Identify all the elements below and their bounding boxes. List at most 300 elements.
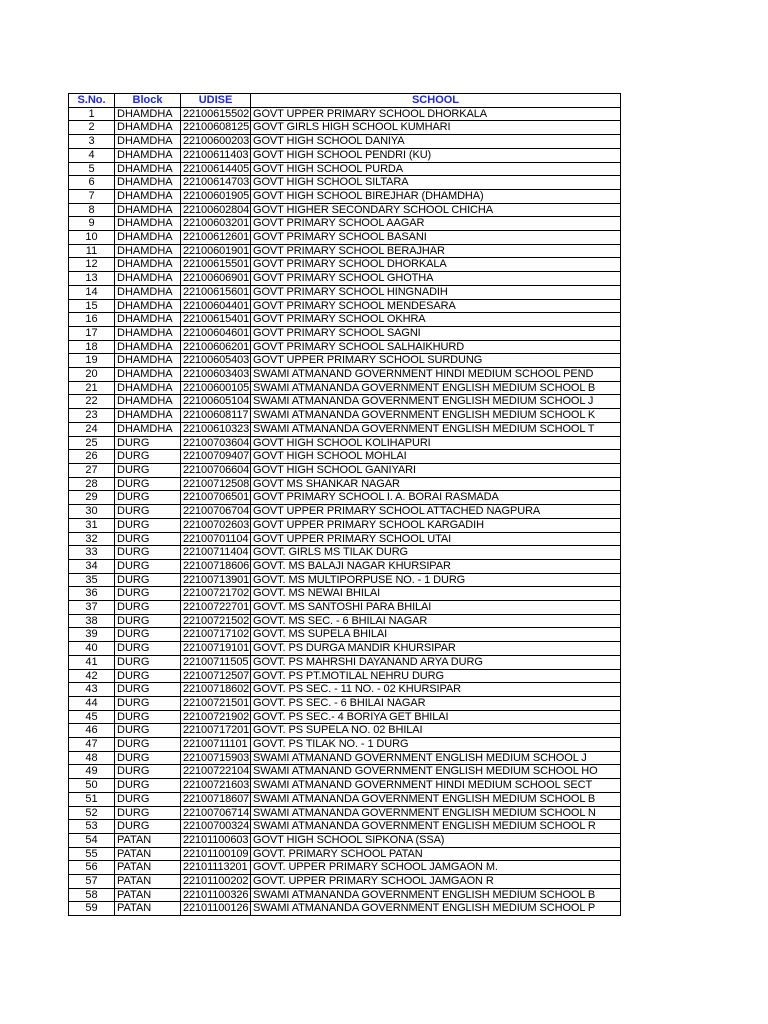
- cell-school: GOVT PRIMARY SCHOOL AAGAR: [251, 217, 621, 231]
- cell-udise: 22100721502: [181, 614, 251, 628]
- cell-sno: 31: [69, 518, 115, 532]
- cell-school: GOVT PRIMARY SCHOOL I. A. BORAI RASMADA: [251, 491, 621, 505]
- cell-udise: 22101100126: [181, 902, 251, 916]
- cell-sno: 42: [69, 669, 115, 683]
- cell-udise: 22100711404: [181, 546, 251, 560]
- cell-school: GOVT UPPER PRIMARY SCHOOL UTAI: [251, 532, 621, 546]
- cell-sno: 10: [69, 231, 115, 245]
- table-row: [69, 231, 621, 245]
- cell-udise: 22100614405: [181, 162, 251, 176]
- table-row: [69, 463, 621, 477]
- cell-school: SWAMI ATMANAND GOVERNMENT HINDI MEDIUM SCHOOL SECT: [251, 779, 621, 793]
- cell-block: DHAMDHA: [115, 381, 181, 395]
- cell-udise: 22100606901: [181, 272, 251, 286]
- cell-block: DURG: [115, 806, 181, 820]
- cell-udise: 22100721902: [181, 710, 251, 724]
- cell-sno: 53: [69, 820, 115, 834]
- table-row: [69, 176, 621, 190]
- cell-sno: 2: [69, 121, 115, 135]
- cell-block: PATAN: [115, 875, 181, 889]
- cell-block: DHAMDHA: [115, 189, 181, 203]
- table-row: [69, 409, 621, 423]
- cell-school: SWAMI ATMANANDA GOVERNMENT ENGLISH MEDIUM SCHOOL R: [251, 820, 621, 834]
- cell-block: DHAMDHA: [115, 258, 181, 272]
- cell-udise: 22100604401: [181, 299, 251, 313]
- header-row: [69, 94, 621, 108]
- cell-udise: 22100615501: [181, 258, 251, 272]
- cell-block: DHAMDHA: [115, 354, 181, 368]
- cell-udise: 22100615502: [181, 107, 251, 121]
- cell-sno: 30: [69, 505, 115, 519]
- table-row: [69, 847, 621, 861]
- cell-school: GOVT HIGH SCHOOL SILTARA: [251, 176, 621, 190]
- cell-school: GOVT. MS SUPELA BHILAI: [251, 628, 621, 642]
- school-list-sheet: [68, 93, 621, 916]
- cell-sno: 44: [69, 696, 115, 710]
- table-row: [69, 669, 621, 683]
- cell-udise: 22100612601: [181, 231, 251, 245]
- cell-block: DHAMDHA: [115, 244, 181, 258]
- cell-block: DHAMDHA: [115, 340, 181, 354]
- cell-sno: 21: [69, 381, 115, 395]
- cell-udise: 22100718606: [181, 559, 251, 573]
- cell-block: DURG: [115, 518, 181, 532]
- cell-udise: 22101113201: [181, 861, 251, 875]
- cell-sno: 39: [69, 628, 115, 642]
- cell-block: DURG: [115, 669, 181, 683]
- cell-sno: 9: [69, 217, 115, 231]
- cell-sno: 5: [69, 162, 115, 176]
- table-row: [69, 861, 621, 875]
- cell-sno: 51: [69, 792, 115, 806]
- cell-school: GOVT HIGH SCHOOL GANIYARI: [251, 463, 621, 477]
- table-row: [69, 601, 621, 615]
- cell-school: SWAMI ATMANANDA GOVERNMENT ENGLISH MEDIUM SCHOOL N: [251, 806, 621, 820]
- cell-udise: 22100611403: [181, 148, 251, 162]
- cell-udise: 22100718607: [181, 792, 251, 806]
- cell-udise: 22100610323: [181, 422, 251, 436]
- cell-school: GOVT. UPPER PRIMARY SCHOOL JAMGAON M.: [251, 861, 621, 875]
- cell-block: PATAN: [115, 847, 181, 861]
- cell-block: DHAMDHA: [115, 422, 181, 436]
- table-row: [69, 792, 621, 806]
- cell-block: DURG: [115, 696, 181, 710]
- cell-sno: 40: [69, 642, 115, 656]
- table-row: [69, 313, 621, 327]
- table-body: [69, 107, 621, 915]
- cell-udise: 22100601905: [181, 189, 251, 203]
- cell-udise: 22100706501: [181, 491, 251, 505]
- cell-block: DURG: [115, 738, 181, 752]
- cell-school: SWAMI ATMANANDA GOVERNMENT ENGLISH MEDIUM SCHOOL B: [251, 888, 621, 902]
- cell-block: DURG: [115, 463, 181, 477]
- cell-school: GOVT. MS BALAJI NAGAR KHURSIPAR: [251, 559, 621, 573]
- cell-sno: 46: [69, 724, 115, 738]
- cell-udise: 22100718602: [181, 683, 251, 697]
- cell-udise: 22100600203: [181, 135, 251, 149]
- cell-udise: 22100711101: [181, 738, 251, 752]
- table-row: [69, 655, 621, 669]
- table-row: [69, 436, 621, 450]
- cell-school: GOVT PRIMARY SCHOOL BASANI: [251, 231, 621, 245]
- cell-block: DHAMDHA: [115, 176, 181, 190]
- cell-school: GOVT PRIMARY SCHOOL SAGNI: [251, 326, 621, 340]
- cell-block: PATAN: [115, 902, 181, 916]
- cell-block: DHAMDHA: [115, 135, 181, 149]
- cell-udise: 22100712507: [181, 669, 251, 683]
- cell-udise: 22100700324: [181, 820, 251, 834]
- table-row: [69, 258, 621, 272]
- cell-sno: 58: [69, 888, 115, 902]
- cell-block: DURG: [115, 614, 181, 628]
- cell-block: DURG: [115, 710, 181, 724]
- cell-udise: 22100717102: [181, 628, 251, 642]
- cell-block: DURG: [115, 655, 181, 669]
- cell-sno: 35: [69, 573, 115, 587]
- cell-block: DURG: [115, 724, 181, 738]
- cell-udise: 22100605104: [181, 395, 251, 409]
- cell-udise: 22100712508: [181, 477, 251, 491]
- cell-block: DURG: [115, 628, 181, 642]
- cell-udise: 22100701104: [181, 532, 251, 546]
- cell-school: GOVT HIGH SCHOOL MOHLAI: [251, 450, 621, 464]
- cell-sno: 6: [69, 176, 115, 190]
- cell-school: GOVT. GIRLS MS TILAK DURG: [251, 546, 621, 560]
- cell-sno: 32: [69, 532, 115, 546]
- cell-udise: 22100608125: [181, 121, 251, 135]
- table-row: [69, 751, 621, 765]
- cell-udise: 22100711505: [181, 655, 251, 669]
- cell-sno: 49: [69, 765, 115, 779]
- cell-block: DHAMDHA: [115, 162, 181, 176]
- table-row: [69, 189, 621, 203]
- cell-block: DHAMDHA: [115, 326, 181, 340]
- cell-sno: 45: [69, 710, 115, 724]
- cell-school: GOVT. MS SEC. - 6 BHILAI NAGAR: [251, 614, 621, 628]
- table-row: [69, 765, 621, 779]
- cell-school: GOVT PRIMARY SCHOOL BERAJHAR: [251, 244, 621, 258]
- cell-school: GOVT. MS MULTIPORPUSE NO. - 1 DURG: [251, 573, 621, 587]
- cell-udise: 22100706704: [181, 505, 251, 519]
- cell-school: SWAMI ATMANANDA GOVERNMENT ENGLISH MEDIUM SCHOOL T: [251, 422, 621, 436]
- cell-sno: 57: [69, 875, 115, 889]
- table-row: [69, 559, 621, 573]
- cell-school: GOVT UPPER PRIMARY SCHOOL KARGADIH: [251, 518, 621, 532]
- cell-school: GOVT. PS SUPELA NO. 02 BHILAI: [251, 724, 621, 738]
- cell-school: SWAMI ATMANAND GOVERNMENT ENGLISH MEDIUM SCHOOL HO: [251, 765, 621, 779]
- cell-school: SWAMI ATMANANDA GOVERNMENT ENGLISH MEDIUM SCHOOL K: [251, 409, 621, 423]
- cell-block: DURG: [115, 532, 181, 546]
- cell-block: DHAMDHA: [115, 409, 181, 423]
- cell-school: GOVT. PS MAHRSHI DAYANAND ARYA DURG: [251, 655, 621, 669]
- cell-block: DHAMDHA: [115, 148, 181, 162]
- cell-block: DURG: [115, 546, 181, 560]
- cell-school: GOVT. PS SEC.- 4 BORIYA GET BHILAI: [251, 710, 621, 724]
- cell-school: SWAMI ATMANANDA GOVERNMENT ENGLISH MEDIUM SCHOOL P: [251, 902, 621, 916]
- table-row: [69, 888, 621, 902]
- cell-udise: 22100615401: [181, 313, 251, 327]
- table-row: [69, 148, 621, 162]
- header-sno: S.No.: [69, 94, 115, 108]
- cell-block: DURG: [115, 491, 181, 505]
- table-row: [69, 354, 621, 368]
- header-udise: UDISE: [181, 94, 251, 108]
- cell-sno: 47: [69, 738, 115, 752]
- table-row: [69, 518, 621, 532]
- cell-school: GOVT. PS SEC. - 11 NO. - 02 KHURSIPAR: [251, 683, 621, 697]
- table-row: [69, 806, 621, 820]
- cell-sno: 56: [69, 861, 115, 875]
- cell-block: DHAMDHA: [115, 203, 181, 217]
- table-row: [69, 162, 621, 176]
- table-row: [69, 107, 621, 121]
- table-row: [69, 244, 621, 258]
- cell-block: DURG: [115, 751, 181, 765]
- header-school: SCHOOL: [251, 94, 621, 108]
- table-row: [69, 368, 621, 382]
- cell-school: GOVT HIGH SCHOOL PURDA: [251, 162, 621, 176]
- cell-school: GOVT. MS NEWAI BHILAI: [251, 587, 621, 601]
- cell-school: GOVT. UPPER PRIMARY SCHOOL JAMGAON R: [251, 875, 621, 889]
- cell-school: GOVT. PS PT.MOTILAL NEHRU DURG: [251, 669, 621, 683]
- cell-block: DURG: [115, 573, 181, 587]
- table-row: [69, 875, 621, 889]
- cell-school: SWAMI ATMANAND GOVERNMENT ENGLISH MEDIUM SCHOOL J: [251, 751, 621, 765]
- table-row: [69, 395, 621, 409]
- cell-block: DURG: [115, 505, 181, 519]
- cell-block: DHAMDHA: [115, 231, 181, 245]
- cell-udise: 22100702603: [181, 518, 251, 532]
- cell-udise: 22100606201: [181, 340, 251, 354]
- cell-udise: 22100706604: [181, 463, 251, 477]
- cell-school: GOVT HIGH SCHOOL KOLIHAPURI: [251, 436, 621, 450]
- cell-udise: 22101100109: [181, 847, 251, 861]
- cell-block: DURG: [115, 477, 181, 491]
- cell-udise: 22100615601: [181, 285, 251, 299]
- table-row: [69, 724, 621, 738]
- cell-sno: 34: [69, 559, 115, 573]
- cell-block: DURG: [115, 779, 181, 793]
- cell-sno: 3: [69, 135, 115, 149]
- cell-school: GOVT. PS DURGA MANDIR KHURSIPAR: [251, 642, 621, 656]
- cell-udise: 22100715903: [181, 751, 251, 765]
- cell-school: GOVT HIGHER SECONDARY SCHOOL CHICHA: [251, 203, 621, 217]
- cell-block: DHAMDHA: [115, 217, 181, 231]
- cell-block: DURG: [115, 601, 181, 615]
- cell-sno: 28: [69, 477, 115, 491]
- table-row: [69, 546, 621, 560]
- cell-sno: 50: [69, 779, 115, 793]
- cell-block: DHAMDHA: [115, 285, 181, 299]
- cell-sno: 17: [69, 326, 115, 340]
- table-row: [69, 833, 621, 847]
- cell-sno: 36: [69, 587, 115, 601]
- cell-school: GOVT GIRLS HIGH SCHOOL KUMHARI: [251, 121, 621, 135]
- header-block: Block: [115, 94, 181, 108]
- cell-sno: 41: [69, 655, 115, 669]
- table-row: [69, 902, 621, 916]
- cell-school: GOVT. PRIMARY SCHOOL PATAN: [251, 847, 621, 861]
- cell-sno: 7: [69, 189, 115, 203]
- cell-sno: 55: [69, 847, 115, 861]
- cell-school: GOVT HIGH SCHOOL PENDRI (KU): [251, 148, 621, 162]
- cell-udise: 22100703604: [181, 436, 251, 450]
- cell-sno: 12: [69, 258, 115, 272]
- table-row: [69, 820, 621, 834]
- table-row: [69, 614, 621, 628]
- table-row: [69, 217, 621, 231]
- cell-school: SWAMI ATMANAND GOVERNMENT HINDI MEDIUM SCHOOL PEND: [251, 368, 621, 382]
- cell-school: GOVT HIGH SCHOOL BIREJHAR (DHAMDHA): [251, 189, 621, 203]
- cell-sno: 4: [69, 148, 115, 162]
- cell-udise: 22100605403: [181, 354, 251, 368]
- cell-sno: 1: [69, 107, 115, 121]
- cell-sno: 15: [69, 299, 115, 313]
- table-row: [69, 696, 621, 710]
- cell-sno: 52: [69, 806, 115, 820]
- cell-sno: 26: [69, 450, 115, 464]
- cell-sno: 24: [69, 422, 115, 436]
- cell-sno: 22: [69, 395, 115, 409]
- cell-udise: 22100721702: [181, 587, 251, 601]
- table-row: [69, 532, 621, 546]
- cell-block: DURG: [115, 450, 181, 464]
- cell-school: GOVT PRIMARY SCHOOL OKHRA: [251, 313, 621, 327]
- cell-block: PATAN: [115, 833, 181, 847]
- table-row: [69, 450, 621, 464]
- cell-sno: 18: [69, 340, 115, 354]
- cell-udise: 22100601901: [181, 244, 251, 258]
- cell-sno: 16: [69, 313, 115, 327]
- table-row: [69, 573, 621, 587]
- cell-udise: 22100602804: [181, 203, 251, 217]
- cell-block: PATAN: [115, 861, 181, 875]
- cell-sno: 29: [69, 491, 115, 505]
- table-row: [69, 381, 621, 395]
- cell-block: DHAMDHA: [115, 121, 181, 135]
- cell-school: GOVT PRIMARY SCHOOL DHORKALA: [251, 258, 621, 272]
- cell-school: GOVT UPPER PRIMARY SCHOOL DHORKALA: [251, 107, 621, 121]
- cell-udise: 22101100202: [181, 875, 251, 889]
- cell-udise: 22100709407: [181, 450, 251, 464]
- cell-sno: 27: [69, 463, 115, 477]
- cell-block: DURG: [115, 820, 181, 834]
- table-row: [69, 477, 621, 491]
- table-row: [69, 505, 621, 519]
- cell-school: SWAMI ATMANANDA GOVERNMENT ENGLISH MEDIUM SCHOOL B: [251, 792, 621, 806]
- cell-sno: 54: [69, 833, 115, 847]
- cell-udise: 22100713901: [181, 573, 251, 587]
- cell-sno: 48: [69, 751, 115, 765]
- cell-school: GOVT. PS SEC. - 6 BHILAI NAGAR: [251, 696, 621, 710]
- cell-udise: 22100719101: [181, 642, 251, 656]
- cell-block: DURG: [115, 642, 181, 656]
- cell-block: DHAMDHA: [115, 272, 181, 286]
- cell-sno: 19: [69, 354, 115, 368]
- cell-sno: 43: [69, 683, 115, 697]
- cell-block: DURG: [115, 587, 181, 601]
- cell-school: GOVT UPPER PRIMARY SCHOOL SURDUNG: [251, 354, 621, 368]
- cell-school: GOVT. MS SANTOSHI PARA BHILAI: [251, 601, 621, 615]
- cell-udise: 22101100326: [181, 888, 251, 902]
- cell-sno: 11: [69, 244, 115, 258]
- cell-udise: 22100721501: [181, 696, 251, 710]
- table-row: [69, 710, 621, 724]
- cell-block: DURG: [115, 436, 181, 450]
- cell-block: DURG: [115, 765, 181, 779]
- cell-udise: 22100706714: [181, 806, 251, 820]
- table-row: [69, 135, 621, 149]
- cell-block: DHAMDHA: [115, 313, 181, 327]
- table-row: [69, 779, 621, 793]
- cell-school: GOVT HIGH SCHOOL DANIYA: [251, 135, 621, 149]
- cell-udise: 22100608117: [181, 409, 251, 423]
- cell-school: GOVT MS SHANKAR NAGAR: [251, 477, 621, 491]
- cell-block: DURG: [115, 559, 181, 573]
- cell-udise: 22100717201: [181, 724, 251, 738]
- cell-school: GOVT. PS TILAK NO. - 1 DURG: [251, 738, 621, 752]
- cell-block: DHAMDHA: [115, 395, 181, 409]
- cell-school: SWAMI ATMANANDA GOVERNMENT ENGLISH MEDIUM SCHOOL J: [251, 395, 621, 409]
- table-row: [69, 422, 621, 436]
- cell-school: GOVT PRIMARY SCHOOL HINGNADIH: [251, 285, 621, 299]
- table-row: [69, 738, 621, 752]
- cell-udise: 22100614703: [181, 176, 251, 190]
- cell-school: GOVT PRIMARY SCHOOL SALHAIKHURD: [251, 340, 621, 354]
- cell-school: GOVT PRIMARY SCHOOL MENDESARA: [251, 299, 621, 313]
- cell-sno: 13: [69, 272, 115, 286]
- table-row: [69, 121, 621, 135]
- cell-school: SWAMI ATMANANDA GOVERNMENT ENGLISH MEDIUM SCHOOL B: [251, 381, 621, 395]
- cell-school: GOVT PRIMARY SCHOOL GHOTHA: [251, 272, 621, 286]
- table-row: [69, 272, 621, 286]
- cell-sno: 14: [69, 285, 115, 299]
- cell-udise: 22101100603: [181, 833, 251, 847]
- school-list-table: [68, 93, 621, 916]
- table-row: [69, 491, 621, 505]
- table-row: [69, 683, 621, 697]
- cell-block: DHAMDHA: [115, 107, 181, 121]
- cell-block: DHAMDHA: [115, 299, 181, 313]
- cell-udise: 22100721603: [181, 779, 251, 793]
- cell-sno: 20: [69, 368, 115, 382]
- cell-udise: 22100603403: [181, 368, 251, 382]
- cell-udise: 22100600105: [181, 381, 251, 395]
- cell-sno: 33: [69, 546, 115, 560]
- table-row: [69, 299, 621, 313]
- cell-school: GOVT HIGH SCHOOL SIPKONA (SSA): [251, 833, 621, 847]
- cell-udise: 22100604601: [181, 326, 251, 340]
- table-row: [69, 326, 621, 340]
- cell-udise: 22100722104: [181, 765, 251, 779]
- cell-sno: 25: [69, 436, 115, 450]
- cell-school: GOVT UPPER PRIMARY SCHOOL ATTACHED NAGPURA: [251, 505, 621, 519]
- table-row: [69, 628, 621, 642]
- cell-sno: 59: [69, 902, 115, 916]
- table-row: [69, 203, 621, 217]
- table-row: [69, 642, 621, 656]
- table-row: [69, 285, 621, 299]
- cell-block: PATAN: [115, 888, 181, 902]
- cell-block: DHAMDHA: [115, 368, 181, 382]
- cell-sno: 37: [69, 601, 115, 615]
- cell-sno: 8: [69, 203, 115, 217]
- table-row: [69, 340, 621, 354]
- cell-block: DURG: [115, 792, 181, 806]
- cell-sno: 23: [69, 409, 115, 423]
- cell-udise: 22100603201: [181, 217, 251, 231]
- cell-block: DURG: [115, 683, 181, 697]
